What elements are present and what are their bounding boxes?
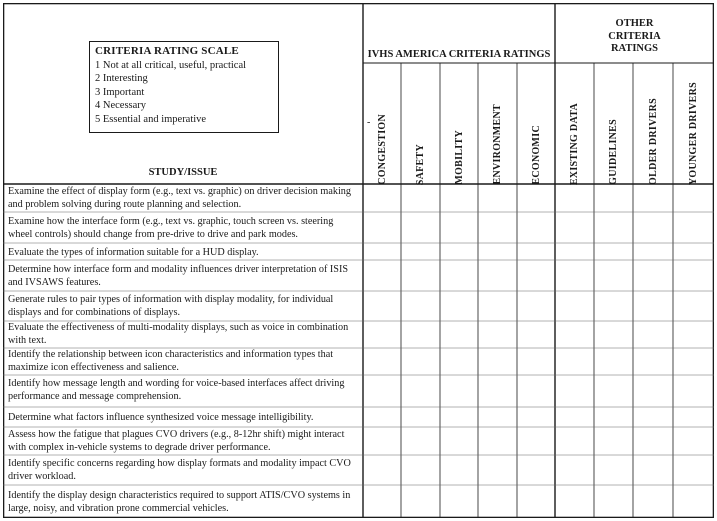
table-row xyxy=(8,246,360,259)
col-header-mobility xyxy=(440,63,478,185)
table-row xyxy=(8,411,360,424)
row-line: driver workload. xyxy=(8,471,76,482)
column-label: MOBILITY xyxy=(453,130,465,185)
column-label: ENVIRONMENT xyxy=(492,104,503,185)
row-line: with complex in-vehicle systems to degrade driver performance. xyxy=(8,442,271,453)
row-line: Determine how interface form and modality influences driver interpretation of ISIS xyxy=(8,264,349,275)
other-criteria-group-header xyxy=(555,18,714,56)
row-line: and IVSAWS features. xyxy=(8,277,101,288)
row-line: wheel controls) should change from pre-drive to drive and park modes. xyxy=(8,229,298,240)
table-row xyxy=(8,321,360,347)
row-line: Identify how message length and wording for voice-based interfaces affect driving xyxy=(8,378,345,389)
table-row xyxy=(8,377,360,403)
row-line: Generate rules to pair types of information with display modality, for individual xyxy=(8,294,334,305)
row-line: Examine how the interface form (e.g., text vs. graphic, touch screen vs. steering xyxy=(8,216,334,227)
row-line: maximize icon effectiveness and salience. xyxy=(8,362,179,373)
row-line: Identify specific concerns regarding how display formats and modality impact CVO xyxy=(8,458,351,469)
other-header-line: OTHER xyxy=(615,18,654,29)
col-header-congestion xyxy=(363,63,401,185)
rating-scale-item: 2 Interesting xyxy=(95,73,148,85)
other-header-line: CRITERIA xyxy=(608,30,661,42)
col-header-economic xyxy=(517,63,555,185)
row-line: Identify the display design characteristics required to support ATIS/CVO systems in xyxy=(8,490,351,501)
table-row xyxy=(8,293,360,319)
table-row xyxy=(8,489,360,515)
row-line: Assess how the fatigue that plagues CVO drivers (e.g., 8-12hr shift) might interact xyxy=(8,429,345,440)
column-label: YOUNGER DRIVERS xyxy=(688,81,699,185)
row-line: Evaluate the effectiveness of multi-modality displays, such as voice in combination xyxy=(8,322,349,333)
rating-scale-legend xyxy=(89,41,279,133)
col-header-guidelines xyxy=(594,63,633,185)
rating-scale-item: 5 Essential and imperative xyxy=(95,113,207,125)
row-line: Determine what factors influence synthesized voice message intelligibility. xyxy=(8,412,314,423)
row-line: with text. xyxy=(8,335,47,346)
row-line: and problem solving during route planning and selection. xyxy=(8,199,242,210)
rating-scale-title: CRITERIA RATING SCALE xyxy=(95,45,239,57)
row-line: Evaluate the types of information suitable for a HUD display. xyxy=(8,247,259,258)
col-header-environment xyxy=(478,63,517,185)
column-label: OLDER DRIVERS xyxy=(647,98,659,185)
col-header-safety xyxy=(401,63,440,185)
col-header-older-drivers xyxy=(633,63,673,185)
rating-scale-item: 1 Not at all critical, useful, practical xyxy=(95,59,247,71)
criteria-table xyxy=(3,3,714,518)
col-header-existing-data xyxy=(555,63,594,185)
table-row xyxy=(8,215,360,241)
table-row xyxy=(8,428,360,454)
table-row xyxy=(8,185,360,211)
row-line: Examine the effect of display form (e.g., text vs. graphic) on driver decision making xyxy=(8,186,351,197)
other-header-line: RATINGS xyxy=(610,43,659,54)
row-line: performance and message comprehension. xyxy=(8,391,182,402)
column-label: CONGESTION xyxy=(376,114,388,185)
study-issue-header: STUDY/ISSUE xyxy=(148,167,218,178)
row-line: large, noisy, and vibration prone commercial vehicles. xyxy=(8,503,229,514)
tick-mark: - xyxy=(367,117,371,128)
row-line: Identify the relationship between icon characteristics and information types that xyxy=(8,349,334,360)
table-row xyxy=(8,457,360,483)
table-row xyxy=(8,263,360,289)
row-line: displays and for combinations of displays. xyxy=(8,307,181,318)
rating-scale-item: 3 Important xyxy=(95,86,145,98)
column-label: ECONOMIC xyxy=(530,125,542,185)
col-header-younger-drivers xyxy=(673,63,714,185)
column-label: SAFETY xyxy=(415,143,426,185)
ivhs-criteria-group-header: IVHS AMERICA CRITERIA RATINGS xyxy=(367,49,551,60)
table-row xyxy=(8,348,360,374)
column-label: EXISTING DATA xyxy=(569,102,580,185)
column-label: GUIDELINES xyxy=(608,119,619,185)
rating-scale-item: 4 Necessary xyxy=(95,100,147,112)
